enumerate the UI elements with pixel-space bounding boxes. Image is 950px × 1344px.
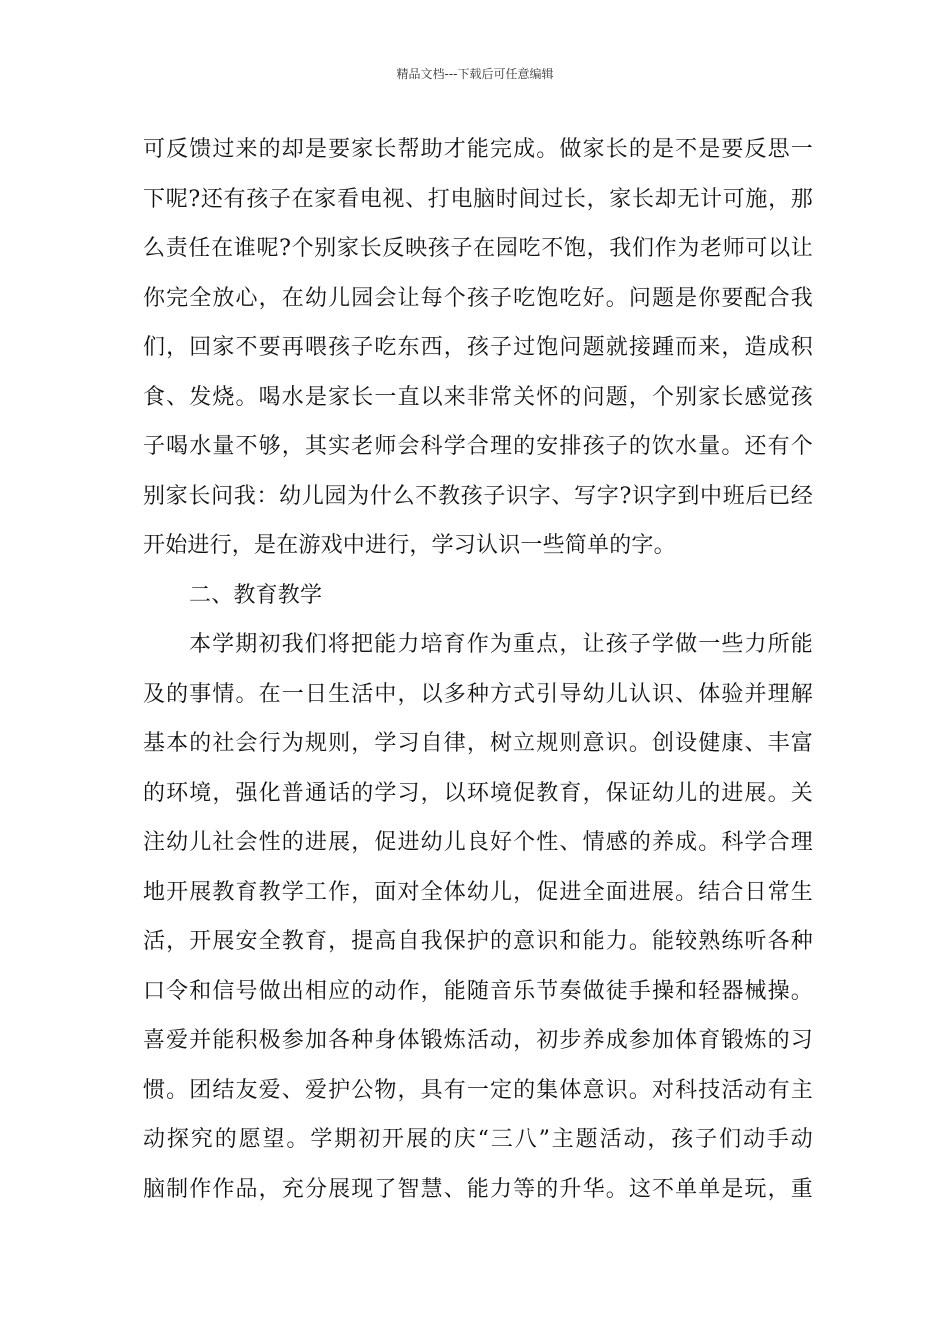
paragraph-line: 动探究的愿望。学期初开展的庆“三八”主题活动，孩子们动手动 [143,1127,813,1152]
paragraph-line: 别家长问我：幼儿园为什么不教孩子识字、写字?识字到中班后已经 [143,483,813,509]
paragraph-line: 食、发烧。喝水是家长一直以来非常关怀的问题，个别家长感觉孩 [143,384,813,410]
paragraph-line: 们，回家不要再喂孩子吃东西，孩子过饱问题就接踵而来，造成积 [143,335,813,360]
paragraph-line: 活，开展安全教育，提高自我保护的意识和能力。能较熟练听各种 [143,929,813,954]
paragraph-line: 基本的社会行为规则，学习自律，树立规则意识。创设健康、丰富 [143,731,813,756]
paragraph-line: 地开展教育教学工作，面对全体幼儿，促进全面进展。结合日常生 [143,879,813,905]
paragraph-line: 喜爱并能积极参加各种身体锻炼活动，初步养成参加体育锻炼的习 [143,1028,813,1053]
paragraph-line: 惯。团结友爱、爱护公物，具有一定的集体意识。对科技活动有主 [143,1077,813,1103]
paragraph-line: 的环境，强化普通话的学习，以环境促教育，保证幼儿的进展。关 [143,780,813,806]
section-heading: 二、教育教学 [189,582,323,608]
document-body [143,125,813,1214]
paragraph-line: 注幼儿社会性的进展，促进幼儿良好个性、情感的养成。科学合理 [143,830,813,855]
paragraph-line: 么责任在谁呢?个别家长反映孩子在园吃不饱，我们作为老师可以让 [143,236,813,261]
paragraph-line: 本学期初我们将把能力培育作为重点，让孩子学做一些力所能 [189,632,813,657]
paragraph-line: 下呢?还有孩子在家看电视、打电脑时间过长，家长却无计可施，那 [143,186,813,212]
paragraph-line: 脑制作作品，充分展现了智慧、能力等的升华。这不单单是玩，重 [143,1176,813,1202]
paragraph-line: 口令和信号做出相应的动作，能随音乐节奏做徒手操和轻器械操。 [143,978,813,1004]
paragraph-line: 可反馈过来的却是要家长帮助才能完成。做家长的是不是要反思一 [143,137,813,162]
paragraph-line: 及的事情。在一日生活中，以多种方式引导幼儿认识、体验并理解 [143,681,813,707]
page-header: 精品文档---下载后可任意编辑 [396,67,554,81]
paragraph-line: 开始进行，是在游戏中进行，学习认识一些简单的字。 [143,533,676,558]
paragraph-line: 你完全放心，在幼儿园会让每个孩子吃饱吃好。问题是你要配合我 [143,285,813,311]
paragraph-line: 子喝水量不够，其实老师会科学合理的安排孩子的饮水量。还有个 [143,434,813,459]
